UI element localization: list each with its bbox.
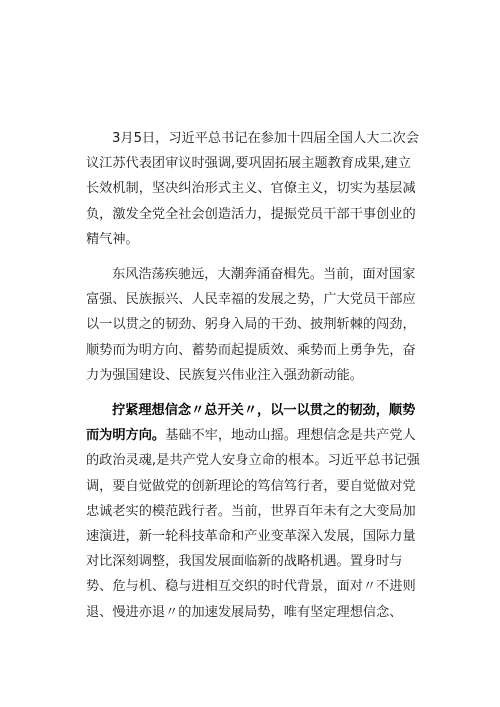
- paragraph-context-text: 东风浩荡疾驰远，大潮奔涌奋楫先。当前，面对国家富强、民族振兴、人民幸福的发展之势，广大党员干部应以一以贯之的韧劲、躬身入局的干劲、披荆斩棘的闯劲，顺势而为明方向、蓄势而起提质效、乘势而上勇争先，奋力为强国建设、民族复兴伟业注入强劲新动能。: [86, 267, 416, 383]
- paragraph-ideals-text: 基础不牢，地动山摇。理想信念是共产党人的政治灵魂,是共产党人安身立命的根本。习近平总书记强调，要自觉做党的创新理论的笃信笃行者，要自觉做对党忠诚老实的模范践行者。当前，世界百年未有之大变局加速演进，新一轮科技革命和产业变革深入发展，国际力量对比深刻调整，我国发展面临新的战略机遇。置身时与势、危与机、稳与进相互交织的时代背景，面对〃不进则退、慢进亦退〃的加速发展局势，唯有坚定理想信念、: [86, 428, 420, 620]
- paragraph-intro-text: 3月5日，习近平总书记在参加十四届全国人大二次会议江苏代表团审议时强调,要巩固拓展主题教育成果,建立长效机制，坚决纠治形式主义、官僚主义，切实为基层减负，激发全党全社会创造活力，提振党员干部干事创业的精气神。: [86, 131, 419, 247]
- paragraph-intro: [86, 126, 424, 252]
- paragraph-ideals: [86, 398, 424, 625]
- paragraph-ideals-heading: 拧紧理想信念〃总开关〃，以一以贯之的韧劲，顺势而为明方向。: [86, 403, 416, 444]
- paragraph-context: [86, 262, 424, 388]
